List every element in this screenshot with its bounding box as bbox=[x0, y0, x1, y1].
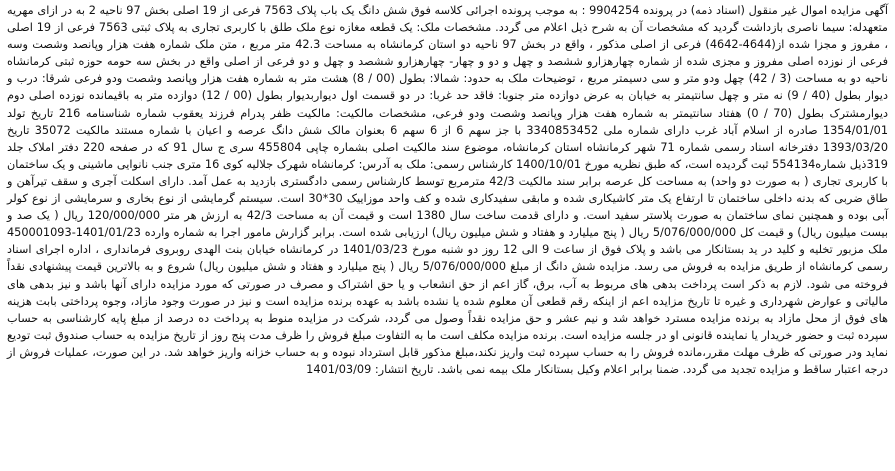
notice-body-text: آگهی مزایده اموال غیر منقول (اسناد ذمه) در پرونده 9904254 : به موجب پرونده اجرائی کلاسه فوق شش دانگ یک باب پلاک 7563 فرعی از 19 اصلی بخش 97 ناحیه 2 به در ازای مهریه متعهدله: سیما ناصری بازداشت گردید که مشخصات آن به شرح ذیل اعلام می گردد. مشخصات ملک: یک قطعه مغازه نوع ملک طلق با کاربری تجاری به پلاک ثبتی 7563 فرعی از 19 اصلی ، مفروز و مجزا شده از(4644-4642) فرعی از اصلی مذکور ، واقع در بخش 97 ناحیه دو استان کرمانشاه به مساحت 42.3 متر مربع ، متن ملک شماره هفت هزار وپانصد وشصت وسه فرعی از نوزده اصلی مفروز و مجزی شده از شماره چهارهزارو ششصد و چهل و دو و چهار- چهارهزارو ششصد و چهل و دو فرعی از اصلی واقع در بخش سه حومه حوزه ثبتی کرمانشاه ناحیه دو به مساحت (3 / 42) چهل ودو متر و سی دسیمتر مربع ، توضیحات ملک به حدود: شمالا: بطول (00 / 8) هشت متر به شماره هفت هزار وپانصد وشصت ودو فرعی شرقا: درب و دیوار بطول (40 / 9) نه متر و چهل سانتیمتر به خیابان به عرض دوازده متر جنوبا: فاقد حد غربا: در دو قسمت اول دیواربدیوار بطول (00 / 12) دوازده متر به باقیمانده نوزده اصلی دوم دیوارمشترک بطول (70 / 0) هفتاد سانتیمتر به شماره هفت هزار وپانصد وشصت ودو فرعی، مشخصات مالکیت: مالکیت ظفر پدرام فرزند یعقوب شماره شناسنامه 216 تاریخ تولد 1354/01/01 صادره از اسلام آباد غرب دارای شماره ملی 3340853452 با جز سهم 6 از 6 سهم 6 بعنوان مالک شش دانگ عرصه و اعیان با شماره مستند مالکیت 35072 تاریخ 1393/03/20 دفترخانه اسناد رسمی شماره 71 شهر کرمانشاه استان کرمانشاه، موضوع سند مالکیت اصلی بشماره چاپی 455804 سری ج سال 91 که در صفحه 220 دفتر املاک جلد 319ذیل شماره554134 ثبت گردیده است، که طبق نظریه مورخ 1400/10/01 کارشناس رسمی: ملک به آدرس: کرمانشاه شهرک جلالیه کوی 16 متری جنب نانوایی ماشینی و یک ساختمان با کاربری تجاری ( به صورت دو واحد) به مساحت کل عرصه برابر سند مالکیت 42/3 مترمربع توسط کارشناس رسمی دادگستری بازدید به عمل آمد. دارای اسکلت آجری و سقف تیرآهن و طاق ضربی که بدنه داخلی ساختمان تا ارتفاع یک متر کاشیکاری شده و مابقی سفیدکاری شده و کف واحد موزاییک 30*30 است. سیستم گرمایشی از نوع بخاری و سرمایشی از نوع کولر آبی بوده و همچنین نمای ساختمان به صورت پلاستر سفید است. و دارای قدمت ساخت سال 1380 است و قیمت آن به مساحت 42/3 به ارزش هر متر 120/000/000 ریال ( یک صد و بیست میلیون ریال) و قیمت کل 5/076/000/000 ریال ( پنج میلیارد و هفتاد و شش میلیون ریال) ارزیابی شده است. برابر گزارش مامور اجرا به شماره وارده 1401/01/23-450001093 ملک مزبور تخلیه و کلید در ید بستانکار می باشد و پلاک فوق از ساعت 9 الی 12 روز دو شنبه مورخ 1401/03/23 در کرمانشاه خیابان بنت الهدی روبروی فرمانداری ، اداره اجرای اسناد رسمی کرمانشاه از طریق مزایده به فروش می رسد. مزایده شش دانگ از مبلغ 5/076/000/000 ریال ( پنج میلیارد و هفتاد و شش میلیون ریال) شروع و به بالاترین قیمت پیشنهادی نقداً فروخته می شود. لازم به ذکر است پرداخت بدهی های مربوط به آب، برق، گاز اعم از حق انشعاب و یا حق اشتراک و مصرف در صورتی که مورد مزایده دارای آنها باشد و نیز بدهی های مالیاتی و عوارض شهرداری و غیره تا تاریخ مزایده اعم از اینکه رقم قطعی آن معلوم شده یا نشده باشد به عهده برنده مزایده است و نیز در صورت وجود مازاد، وجوه پرداختی بابت هزینه های فوق از محل مازاد به برنده مزایده مسترد خواهد شد و نیم عشر و حق مزایده نقداً وصول می گردد، شرکت در مزایده منوط به پرداخت ده درصد از مبلغ پایه کارشناسی به حساب سپرده ثبت و حضور خریدار یا نماینده قانونی او در جلسه مزایده است. برنده مزایده مکلف است ما به التفاوت مبلغ فروش را ظرف مدت پنج روز از تاریخ مزایده به حساب صندوق ثبت تودیع نماید ودر صورتی که ظرف مهلت مقرر،مانده فروش را به حساب سپرده ثبت واریز نکند،مبلغ مذکور قابل استرداد نبوده و به حساب خزانه واریز خواهد شد. در این صورت، عملیات فروش از درجه اعتبار ساقط و مزایده تجدید می گردد. ضمنا برابر اعلام وکیل بستانکار ملک بیمه نمی باشد. تاریخ انتشار: 1401/03/09 bbox=[6, 4, 889, 376]
